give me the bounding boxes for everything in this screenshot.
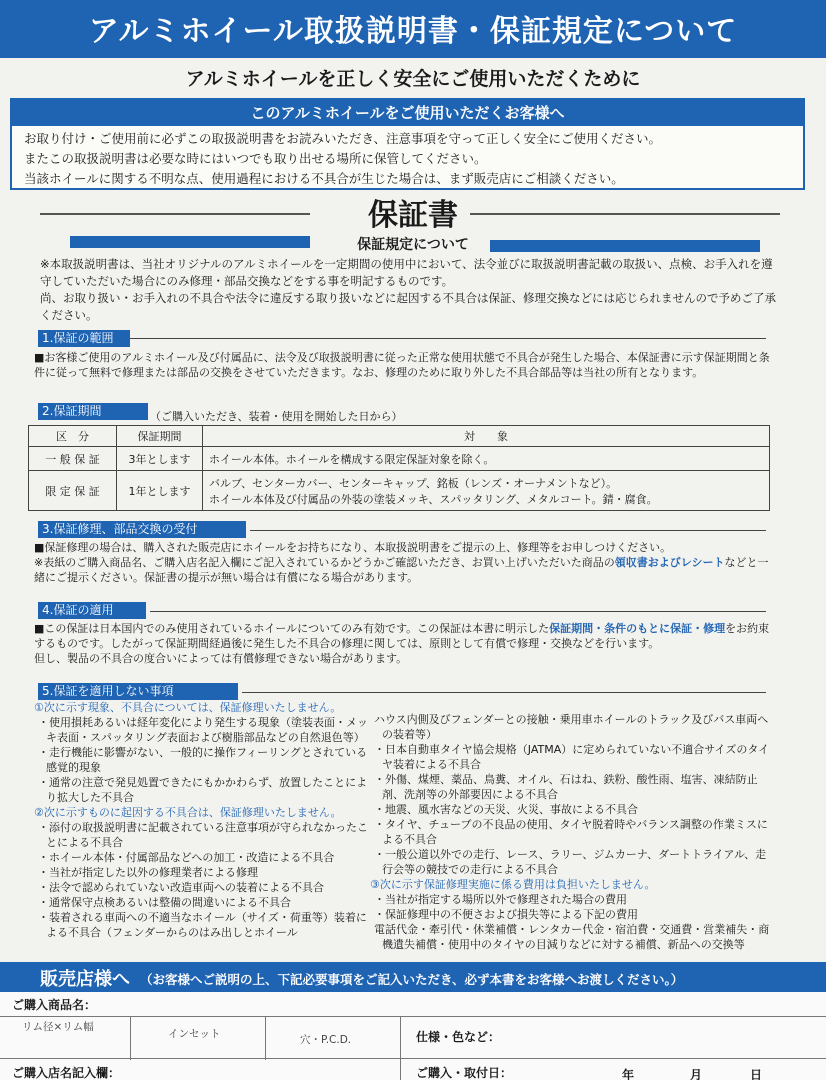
- table-header-cell: 保証期間: [117, 426, 203, 447]
- list-item: ・当社が指定する場所以外で修理された場合の費用: [374, 893, 627, 906]
- list-item: ・当社が指定した以外の修理業者による修理: [38, 866, 258, 879]
- page-subtitle: アルミホイールを正しく安全にご使用いただくために: [185, 68, 641, 90]
- product-name-label: ご購入商品名：: [12, 998, 97, 1012]
- table-header-row: [29, 426, 770, 447]
- intro-text: 尚、お取り扱い・お手入れの不具合や法令に違反する取り扱いなどに起因する不具合は保証、修理交換などには応じられませんので予めご了承ください。: [40, 291, 776, 322]
- section-label-exclusions: 5.保証を適用しない事項: [38, 683, 238, 700]
- repair-line: ■保証修理の場合は、購入された販売店にホイールをお持ちになり、本取扱説明書をご提示の上、修理等をお申しつけください。: [34, 541, 672, 554]
- notice-line: 当該ホイールに関する不明な点、使用過程における不具合が生じた場合は、まず販売店にご相談ください。: [24, 171, 624, 186]
- section-label-repair: 3.保証修理、部品交換の受付: [38, 521, 246, 538]
- form-rule: [0, 1058, 826, 1059]
- exclusions-left-column: [34, 700, 374, 940]
- list-item: ・ホイール本体・付属部品などへの加工・改造による不具合: [38, 851, 335, 864]
- section-divider: [242, 692, 766, 693]
- section-label-scope: 1.保証の範囲: [38, 330, 130, 347]
- list-item: ・タイヤ、チューブの不良品の使用、タイヤ脱着時やバランス調整の作業ミスによる不具合: [374, 818, 768, 846]
- table-cell: 1年とします: [117, 471, 203, 511]
- table-row: [29, 471, 770, 511]
- pcd-field[interactable]: 穴・P.C.D.: [300, 1034, 352, 1046]
- table-cell: 一 般 保 証: [29, 447, 117, 471]
- date-day[interactable]: 日: [750, 1068, 763, 1080]
- rim-size-field[interactable]: リム径×リム幅: [22, 1021, 94, 1033]
- section-text-scope: ■お客様ご使用のアルミホイール及び付属品に、法令及び取扱説明書に従った正常な使用状態で不具合が発生した場合、本保証書に示す保証期間と条件に従って無料で修理または部品の交換をさせていただきます。なお、修理のために取り外した不具合部品等は当社の所有となります。: [34, 351, 770, 379]
- list-item: 電話代金・牽引代・休業補償・レンタカー代金・宿泊費・交通費・営業補失・商機遺失補償・使用中のタイヤの目減りなどに対する補償、新品への交換等: [374, 923, 770, 951]
- customer-notice-box: [10, 98, 805, 190]
- warranty-title: 保証書: [368, 198, 458, 233]
- list-item: ・保証修理中の不便さおよび損失等による下記の費用: [374, 908, 638, 921]
- dealer-note: （お客様へご説明の上、下記必要事項をご記入いただき、必ず本書をお客様へお渡しください。）: [140, 972, 684, 987]
- table-cell: [203, 471, 770, 511]
- dealer-heading: 販売店様へ: [40, 969, 130, 990]
- form-divider: [265, 1016, 266, 1060]
- form-rule: [0, 1016, 826, 1017]
- form-divider: [130, 1016, 131, 1060]
- intro-text: ※本取扱説明書は、当社オリジナルのアルミホイールを一定期間の使用中において、法令並びに取扱説明書記載の取扱い、点検、お手入れを遵守していただいた場合にのみ修理・部品交換などをする事を明記するものです。: [40, 257, 773, 288]
- notice-heading: このアルミホイールをご使用いただくお客様へ: [12, 100, 803, 126]
- table-cell-line: ホイール本体及び付属品の外装の塗装メッキ、スパッタリング、メタルコート。錆・腐食。: [209, 492, 658, 506]
- list-item: ハウス内側及びフェンダーとの接触・乗用車ホイールのトラック及びバス車両への装着等）: [374, 713, 769, 741]
- dealer-form: [0, 992, 826, 1080]
- list-item: ・添付の取扱説明書に記載されている注意事項が守られなかったことによる不具合: [38, 821, 368, 849]
- notice-line: またこの取扱説明書は必要な時にはいつでも取り出せる場所に保管してください。: [24, 151, 487, 166]
- inset-field[interactable]: インセット: [168, 1028, 221, 1040]
- section-divider: [250, 530, 766, 531]
- exclusion-heading: ③次に示す保証修理実施に係る費用は負担いたしません。: [370, 878, 656, 891]
- period-note: （ご購入いただき、装着・使用を開始した日から）: [150, 410, 403, 423]
- install-date-label: ご購入・取付日：: [416, 1066, 513, 1080]
- form-divider: [400, 1016, 401, 1080]
- list-item: ・通常保守点検あるいは整備の間違いによる不具合: [38, 896, 291, 909]
- page-title: アルミホイール取扱説明書・保証規定について: [88, 14, 738, 49]
- receipt-emphasis: 領収書およびレシート: [614, 556, 725, 569]
- repair-line: ※表紙のご購入商品名、ご購入店名記入欄にご記入されているかどうかご確認いただき、お買い上げいただいた商品の領収書およびレシートなどと一緒にご提示ください。保証書の提示が無い場合は有償になる場合があります。: [34, 556, 769, 584]
- section-divider: [150, 611, 766, 612]
- spec-color-label: 仕様・色など：: [416, 1030, 501, 1044]
- notice-line: お取り付け・ご使用前に必ずこの取扱説明書をお読みいただき、注意事項を守って正しく安全にご使用ください。: [24, 131, 662, 146]
- date-month[interactable]: 月: [690, 1068, 703, 1080]
- exclusion-heading: ①次に示す現象、不具合については、保証修理いたしません。: [34, 701, 342, 714]
- warranty-period-table: [28, 425, 770, 511]
- table-header-cell: 区 分: [29, 426, 117, 447]
- table-header-cell: 対 象: [203, 426, 770, 447]
- list-item: ・装着される車両への不適当なホイール（サイズ・荷重等）装着による不具合（フェンダーからのはみ出しとホイール: [38, 911, 367, 939]
- section-text-repair: [34, 540, 774, 585]
- list-item: ・法令で認められていない改造車両への装着による不具合: [38, 881, 324, 894]
- application-line: 但し、製品の不具合の度合いによっては有償修理できない場合があります。: [34, 652, 408, 665]
- warranty-subheading: 保証規定について: [357, 237, 469, 253]
- dealer-band: [0, 962, 826, 992]
- list-item: ・外傷、煤煙、薬品、鳥糞、オイル、石はね、鉄粉、酸性雨、塩害、凍結防止剤、洗剤等の外部要因による不具合: [374, 773, 758, 801]
- store-name-label: ご購入店名記入欄：: [12, 1066, 121, 1080]
- list-item: ・一般公道以外での走行、レース、ラリー、ジムカーナ、ダートトライアル、走行会等の競技での走行による不具合: [374, 848, 767, 876]
- list-item: ・通常の注意で発見処置できたにもかかわらず、放置したことにより拡大した不具合: [38, 776, 368, 804]
- list-item: ・日本自動車タイヤ協会規格（JATMA）に定められていない不適合サイズのタイヤ装着による不具合: [374, 743, 770, 771]
- warranty-intro: [40, 256, 780, 324]
- section-label-application: 4.保証の適用: [38, 602, 146, 619]
- section-text-application: ■この保証は日本国内でのみ使用されているホイールについてのみ有効です。この保証は本書に明示した保証期間・条件のもとに保証・修理をお約束するものです。したがって保証期間経過後に発生した不具合の修理に関しては、原則として有償で修理・交換などを行います。 但し、製品の不具合の度合いによっては有償修理できない場合があります。: [34, 621, 774, 666]
- section-label-period: 2.保証期間: [38, 403, 148, 420]
- exclusions-right-column: [370, 712, 775, 952]
- table-cell: 3年とします: [117, 447, 203, 471]
- list-item: ・使用損耗あるいは経年変化により発生する現象（塗装表面・メッキ表面・スパッタリング表面および樹脂部品などの自然退色等）: [38, 716, 368, 744]
- list-item: ・地震、風水害などの天災、火災、事故による不具合: [374, 803, 638, 816]
- table-row: [29, 447, 770, 471]
- list-item: ・走行機能に影響がない、一般的に操作フィーリングとされている感覚的現象: [38, 746, 368, 774]
- table-cell: ホイール本体。ホイールを構成する限定保証対象を除く。: [203, 447, 770, 471]
- date-year[interactable]: 年: [622, 1068, 635, 1080]
- table-cell-line: バルブ、センターカバー、センターキャップ、銘板（レンズ・オーナメントなど）。: [209, 476, 618, 490]
- conditions-emphasis: 保証期間・条件のもとに保証・修理: [549, 622, 726, 635]
- table-cell: 限 定 保 証: [29, 471, 117, 511]
- notice-body: [12, 126, 803, 192]
- section-divider: [130, 338, 766, 339]
- exclusion-heading: ②次に示すものに起因する不具合は、保証修理いたしません。: [34, 806, 342, 819]
